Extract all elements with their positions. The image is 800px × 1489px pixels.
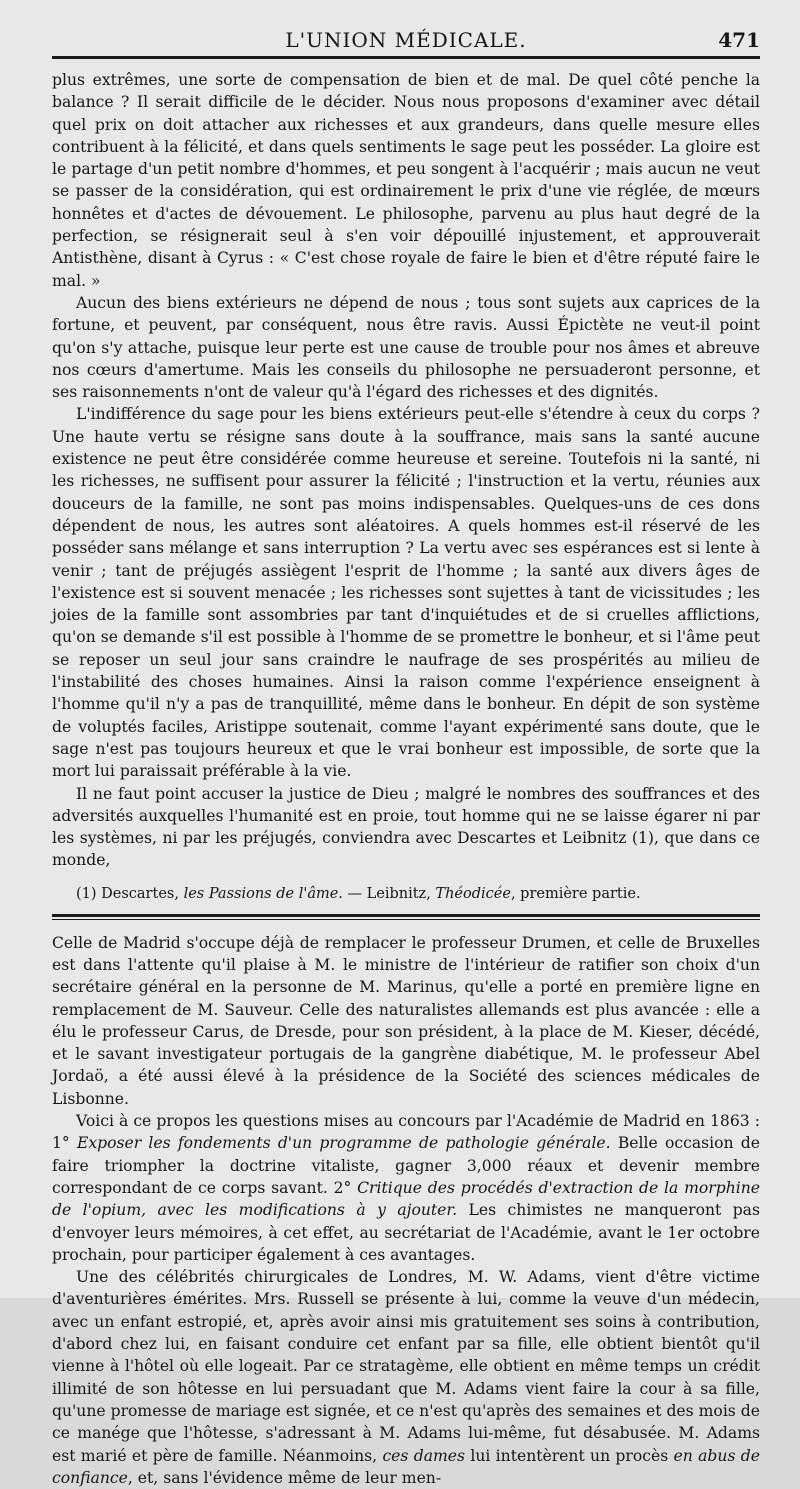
page-header (52, 22, 760, 59)
running-title: L'UNION MÉDICALE. (285, 28, 527, 52)
p2-part-c: Les chimistes ne manqueront pas d'envoyer leurs mémoires, à cet effet, au secrétariat de l'Académie, avant le 1er octobre prochain, pour participer également à ces avantages. (52, 1201, 760, 1264)
paragraph-1: plus extrêmes, une sorte de compensation de bien et de mal. De quel côté penche la balance ? Il serait difficile de le décider. Nous nous proposons d'examiner avec détail quel prix on doit attacher aux richesses et aux grandeurs, dans quelle mesure elles contribuent à la félicité, et dans quels sentiments le sage peut les posséder. La gloire est le partage d'un petit nombre d'hommes, et peu songent à l'acquérir ; mais aucun ne veut se passer de la considération, qui est ordinairement le prix d'une vie réglée, de mœurs honnêtes et d'actes de dévouement. Le philosophe, parvenu au plus haut degré de la perfection, se résignerait seul à s'en voir dépouillé injustement, et approuverait Antisthène, disant à Cyrus : « C'est chose royale de faire le bien et d'être réputé faire le mal. » (52, 71, 760, 290)
footnote-work-1: les Passions de l'âme. (183, 885, 343, 902)
p2-part-a: Voici à ce propos les questions mises au concours par l'Académie de Madrid en 1863 : 1° (52, 1112, 760, 1153)
page-number: 471 (718, 28, 760, 52)
feuilleton-paragraph-2 (52, 1110, 760, 1266)
p3-part-a: Une des célébrités chirurgicales de Londres, M. W. Adams, vient d'être victime d'aventurières émérites. Mrs. Russell se présente à lui, comme la veuve d'un médecin, avec un enfant estropié, et, après avoir ainsi mis gratuitement ses soins à contribution, d'abord chez lui, en faisant conduire cet enfant par sa fille, elle obtient bientôt qu'il vienne à l'hôtel où elle logeait. Par ce stratagème, elle obtient en même temps un crédit illimité de son hôtesse en lui persuadant que M. Adams vient faire la cour à sa fille, qu'une promesse de mariage est signée, et ce n'est qu'après des semaines et des mois de ce manége que l'hôtesse, s'adressant à M. Adams lui-même, fut désabusée. M. Adams est marié et père de famille. Néanmoins, (52, 1268, 760, 1465)
p2-italic-2: Critique des procédés d'extraction de la morphine de l'opium, avec les modifications à y ajouter. (52, 1178, 760, 1220)
feuilleton-text (52, 932, 760, 1489)
section-divider (52, 914, 760, 920)
footnote-suffix: , première partie. (510, 885, 641, 902)
p3-part-c: , et, sans l'évidence même de leur men- (127, 1468, 442, 1487)
footnote (52, 884, 760, 904)
p3-italic-2: en abus de confiance (52, 1446, 760, 1487)
p2-part-b: Belle occasion de faire triompher la doctrine vitaliste, gagner 3,000 réaux et devenir membre correspondant de ce corps savant. 2° (52, 1134, 760, 1197)
p3-italic-1: ces dames (382, 1446, 466, 1465)
footnote-prefix: (1) Descartes, (76, 885, 184, 902)
main-text (52, 69, 760, 872)
feuilleton-paragraph-1: Celle de Madrid s'occupe déjà de remplacer le professeur Drumen, et celle de Bruxelles est dans l'attente qu'il plaise à M. le ministre de l'intérieur de ratifier son choix d'un secrétaire général en la personne de M. Marinus, qu'elle a porté en première ligne en remplacement de M. Sauveur. Celle des naturalistes allemands est plus avancée : elle a élu le professeur Carus, de Dresde, pour son président, à la place de M. Kieser, décédé, et le savant investigateur portugais de la gangrène diabétique, M. le professeur Abel Jordaö, a été aussi élevé à la présidence de la Société des sciences médicales de Lisbonne. (52, 933, 760, 1108)
p2-italic-1: Exposer les fondements d'un programme de pathologie générale. (76, 1134, 611, 1153)
p3-part-b: lui intentèrent un procès (465, 1446, 674, 1465)
feuilleton-paragraph-3 (52, 1266, 760, 1489)
paragraph-2: Aucun des biens extérieurs ne dépend de nous ; tous sont sujets aux caprices de la fortune, et peuvent, par conséquent, nous être ravis. Aussi Épictète ne veut-il point qu'on s'y attache, puisque leur perte est une cause de trouble pour nos âmes et abreuve nos cœurs d'amertume. Mais les conseils du philosophe ne persuaderont personne, et ses raisonnements n'ont de valeur qu'à l'égard des richesses et des dignités. (52, 293, 760, 402)
paragraph-4: Il ne faut point accuser la justice de Dieu ; malgré le nombres des souffrances et des adversités auxquelles l'humanité est en proie, tout homme qui ne se laisse égarer ni par les systèmes, ni par les préjugés, conviendra avec Descartes et Leibnitz (1), que dans ce monde, (52, 784, 760, 870)
paragraph-3: L'indifférence du sage pour les biens extérieurs peut-elle s'étendre à ceux du corps ? Une haute vertu se résigne sans doute à la souffrance, mais sans la santé aucune existence ne peut être considérée comme heureuse et sereine. Toutefois ni la santé, ni les richesses, ne suffisent pour assurer la félicité ; l'instruction et la vertu, réunies aux douceurs de la famille, ne sont pas moins indispensables. Quelques-uns de ces dons dépendent de nous, les autres sont aléatoires. A quels hommes est-il réservé de les posséder sans mélange et sans interruption ? La vertu avec ses espérances est si lente à venir ; tant de préjugés assiègent l'esprit de l'homme ; la santé aux divers âges de l'existence est si souvent menacée ; les richesses sont sujettes à tant de vicissitudes ; les joies de la famille sont assombries par tant d'inquiétudes et de si cruelles afflictions, qu'on se demande s'il est possible à l'homme de se promettre le bonheur, et si l'âme peut se reposer un seul jour sans craindre le naufrage de ses prospérités au milieu de l'instabilité des choses humaines. Ainsi la raison comme l'expérience enseignent à l'homme qu'il n'y a pas de tranquillité, même dans le bonheur. En dépit de son système de voluptés faciles, Aristippe soutenait, comme l'ayant expérimenté sans doute, que le sage n'est pas toujours heureux et que le vrai bonheur est impossible, de sorte que la mort lui paraissait préférable à la vie. (52, 405, 760, 781)
footnote-work-2: Théodicée (435, 885, 511, 902)
footnote-middle: — Leibnitz, (342, 885, 436, 902)
